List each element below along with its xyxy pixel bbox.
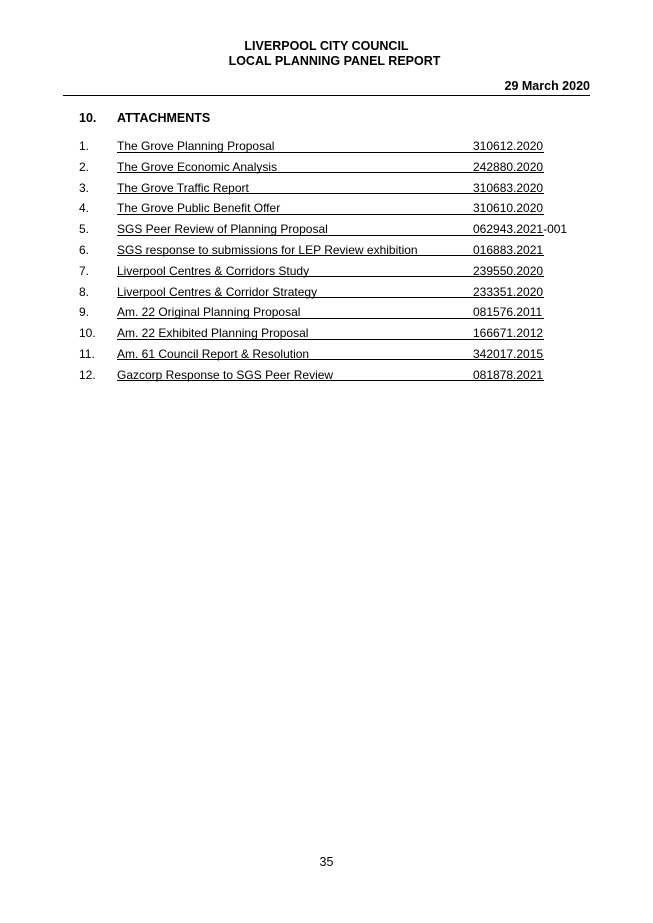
council-name: LIVERPOOL CITY COUNCIL	[244, 39, 409, 53]
attachment-number: 7.	[79, 263, 90, 278]
report-date: 29 March 2020	[504, 79, 590, 93]
attachment-number: 1.	[79, 139, 90, 153]
attachment-reference: 342017.2015	[473, 346, 544, 361]
attachment-row	[0, 264, 653, 285]
attachment-reference: 081576.2011	[473, 305, 543, 320]
attachment-reference: 081878.2021	[473, 367, 544, 382]
attachment-title: The Grove Traffic Report	[117, 180, 249, 195]
section-number: 10.	[79, 111, 97, 125]
attachment-row	[0, 222, 653, 243]
attachment-number: 9.	[79, 305, 90, 320]
attachment-row	[0, 305, 653, 326]
attachment-title: Gazcorp Response to SGS Peer Review	[117, 367, 334, 382]
attachment-number: 2.	[79, 159, 90, 174]
attachment-reference: 310610.2020	[473, 201, 544, 216]
attachment-title: Liverpool Centres & Corridors Study	[117, 263, 310, 278]
attachment-title: The Grove Public Benefit Offer	[117, 201, 281, 216]
attachment-number: 8.	[79, 284, 90, 299]
attachment-row	[0, 368, 653, 389]
attachment-row	[0, 285, 653, 306]
attachment-number: 4.	[79, 201, 90, 216]
section-title: ATTACHMENTS	[117, 111, 211, 125]
attachment-number: 12.	[79, 367, 96, 382]
attachment-row	[0, 160, 653, 181]
attachment-row	[0, 243, 653, 264]
attachment-number: 6.	[79, 242, 90, 257]
attachment-title: Liverpool Centres & Corridor Strategy	[117, 284, 318, 299]
attachment-title: The Grove Economic Analysis	[117, 159, 278, 174]
attachment-row	[0, 326, 653, 347]
header-divider	[63, 95, 590, 96]
attachment-reference: 166671.2012	[473, 326, 544, 341]
attachment-number: 3.	[79, 180, 90, 195]
attachment-title: Am. 22 Original Planning Proposal	[117, 305, 301, 320]
attachment-number: 11.	[79, 346, 95, 361]
attachment-reference: 242880.2020	[473, 159, 544, 174]
attachment-row	[0, 181, 653, 202]
attachment-reference: 310683.2020	[473, 180, 544, 195]
attachment-reference: 233351.2020	[473, 284, 544, 299]
attachment-reference: 239550.2020	[473, 263, 544, 278]
report-type: LOCAL PLANNING PANEL REPORT	[228, 54, 441, 68]
attachment-reference: 062943.2021-001	[473, 222, 568, 237]
attachment-reference: 016883.2021	[473, 242, 544, 257]
attachment-title: Am. 61 Council Report & Resolution	[117, 346, 310, 361]
attachment-title: SGS response to submissions for LEP Review exhibition	[117, 242, 418, 257]
attachment-title: SGS Peer Review of Planning Proposal	[117, 222, 328, 237]
attachment-row	[0, 139, 653, 160]
attachment-number: 5.	[79, 222, 90, 237]
attachment-title: The Grove Planning Proposal	[117, 139, 275, 153]
attachment-row	[0, 201, 653, 222]
attachment-reference: 310612.2020	[473, 139, 544, 153]
page-number: 35	[319, 855, 334, 869]
attachments-list	[0, 139, 653, 389]
attachment-row	[0, 347, 653, 368]
attachment-number: 10.	[79, 326, 96, 341]
attachment-title: Am. 22 Exhibited Planning Proposal	[117, 326, 309, 341]
